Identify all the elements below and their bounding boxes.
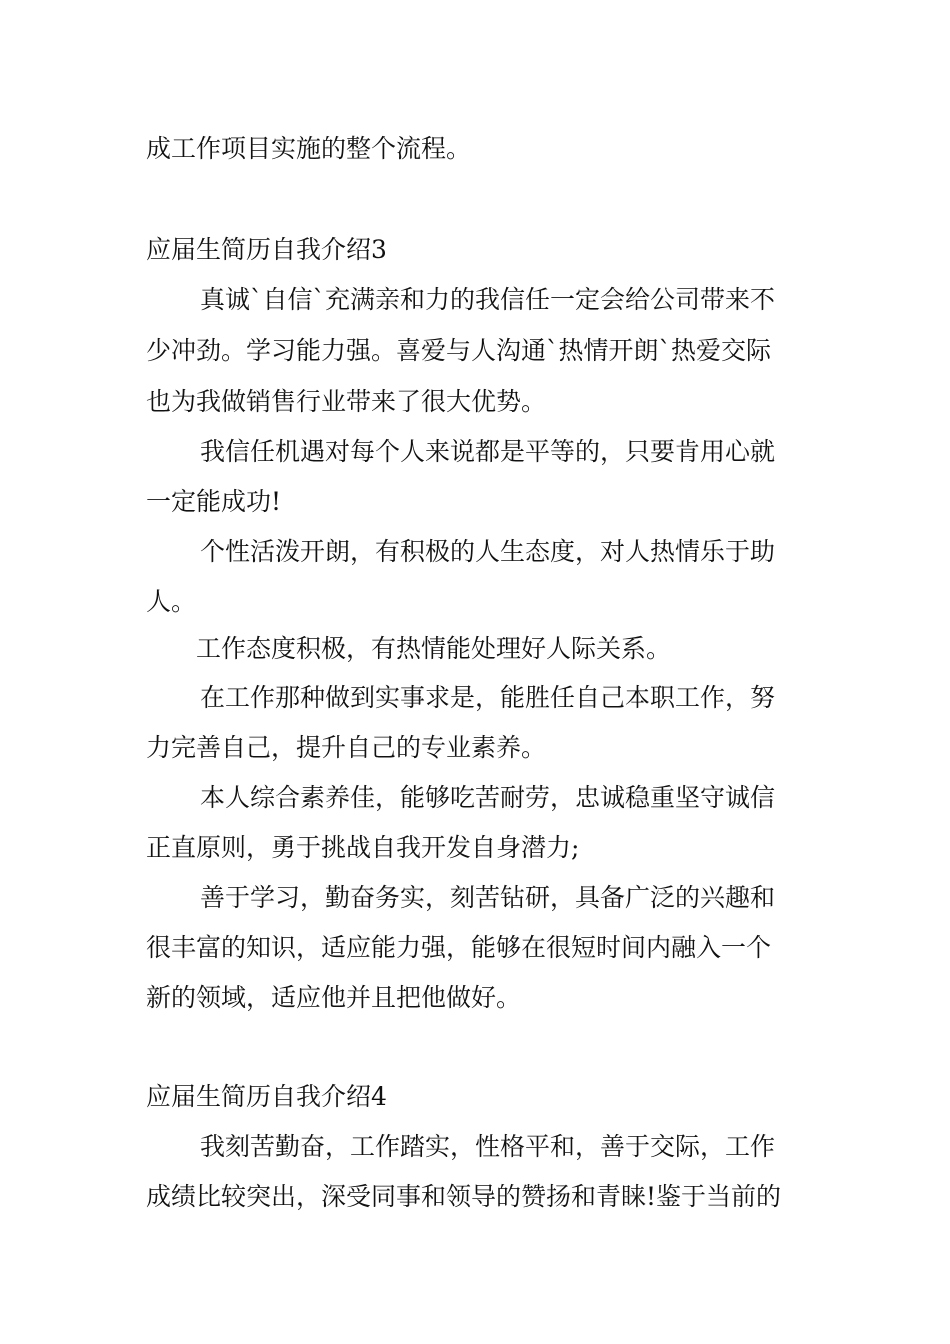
text-line: 正直原则，勇于挑战自我开发自身潜力; — [146, 833, 580, 862]
text-line: 真诚`自信`充满亲和力的我信任一定会给公司带来不 — [200, 285, 776, 314]
text-line: 工作态度积极，有热情能处理好人际关系。 — [196, 634, 672, 663]
text-line: 也为我做销售行业带来了很大优势。 — [146, 387, 547, 416]
text-line: 在工作那种做到实事求是，能胜任自己本职工作，努 — [200, 683, 776, 712]
text-line: 成绩比较突出，深受同事和领导的赞扬和青睐!鉴于当前的 — [146, 1182, 782, 1211]
text-line: 一定能成功! — [146, 487, 282, 516]
text-line: 个性活泼开朗，有积极的人生态度，对人热情乐于助 — [200, 537, 776, 566]
text-line: 善于学习，勤奋务实，刻苦钻研，具备广泛的兴趣和 — [200, 883, 776, 912]
text-line: 力完善自己，提升自己的专业素养。 — [146, 733, 547, 762]
text-line: 很丰富的知识，适应能力强，能够在很短时间内融入一个 — [146, 933, 772, 962]
text-line: 新的领域，适应他并且把他做好。 — [146, 983, 522, 1012]
text-line: 我刻苦勤奋，工作踏实，性格平和，善于交际，工作 — [200, 1132, 776, 1161]
text-line: 我信任机遇对每个人来说都是平等的，只要肯用心就 — [200, 437, 776, 466]
section-heading: 应届生简历自我介绍3 — [146, 235, 387, 264]
text-line: 人。 — [146, 587, 197, 616]
section-heading: 应届生简历自我介绍4 — [146, 1082, 387, 1111]
text-line: 本人综合素养佳，能够吃苦耐劳，忠诚稳重坚守诚信 — [200, 783, 776, 812]
text-line: 少冲劲。学习能力强。喜爱与人沟通`热情开朗`热爱交际 — [146, 336, 772, 365]
text-line: 成工作项目实施的整个流程。 — [146, 134, 472, 163]
